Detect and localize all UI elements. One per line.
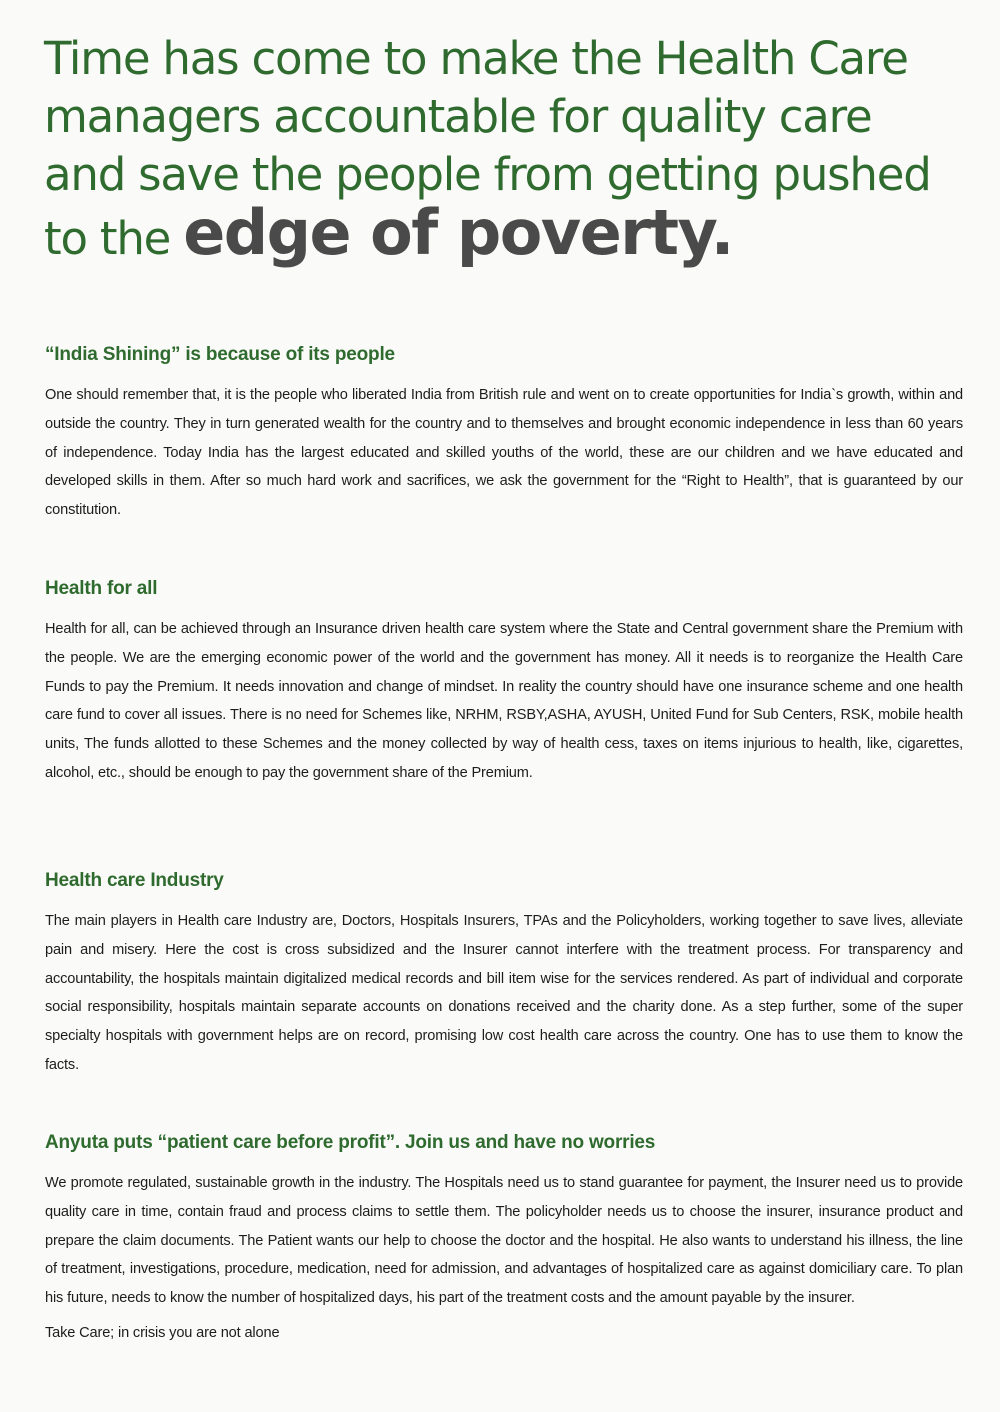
section-health-care-industry bbox=[45, 869, 963, 1080]
section-india-shining bbox=[45, 343, 963, 525]
section-heading: Health care Industry bbox=[45, 870, 224, 891]
headline-line-4 bbox=[44, 196, 984, 269]
closing-line: Take Care; in crisis you are not alone bbox=[45, 1324, 280, 1341]
headline-line-1: Time has come to make the Health Care bbox=[44, 32, 908, 85]
section-body: We promote regulated, sustainable growth in the industry. The Hospitals need us to stand guarantee for payment, the Insurer need us to provide quality care in time, contain fraud and process claims to settle them. The policyholder needs us to choose the insurer, insurance product and prepare the claim documents. The Patient wants our help to choose the doctor and the hospital. He also wants to understand his illness, the line of treatment, investigations, procedure, medication, need for admission, and advantages of hospitalized care as against domiciliary care. To plan his future, needs to know the number of hospitalized days, his part of the treatment costs and the amount payable by the insurer. bbox=[45, 1175, 963, 1307]
headline-line-4-prefix: to the bbox=[44, 212, 184, 265]
section-heading: “India Shining” is because of its people bbox=[45, 344, 395, 365]
section-heading: Anyuta puts “patient care before profit”. Join us and have no worries bbox=[45, 1132, 656, 1153]
section-body: Health for all, can be achieved through an Insurance driven health care system where the State and Central government share the Premium with the people. We are the emerging economic power of the world and the government has money. All it needs is to reorganize the Health Care Funds to pay the Premium. It needs innovation and change of mindset. In reality the country should have one insurance scheme and one health care fund to cover all issues. There is no need for Schemes like, NRHM, RSBY,ASHA, AYUSH, United Fund for Sub Centers, RSK, mobile health units, The funds allotted to these Schemes and the money collected by way of health cess, taxes on items injurious to health, like, cigarettes, alcohol, etc., should be enough to pay the government share of the Premium. bbox=[45, 621, 963, 781]
section-anyuta bbox=[45, 1131, 963, 1348]
headline-emphasis: edge of poverty. bbox=[183, 196, 733, 269]
headline-line-2: managers accountable for quality care bbox=[44, 90, 872, 143]
section-heading: Health for all bbox=[45, 578, 158, 599]
section-health-for-all bbox=[45, 577, 963, 788]
section-body: One should remember that, it is the people who liberated India from British rule and went on to create opportunities for India`s growth, within and outside the country. They in turn generated wealth for the country and to themselves and brought economic independence in less than 60 years of independence. Today India has the largest educated and skilled youths of the world, these are our children and we have educated and developed skills in them. After so much hard work and sacrifices, we ask the government for the “Right to Health”, that is guaranteed by our constitution. bbox=[45, 387, 963, 519]
headline-line-3: and save the people from getting pushed bbox=[44, 148, 931, 201]
section-body: The main players in Health care Industry are, Doctors, Hospitals Insurers, TPAs and the Policyholders, working together to save lives, alleviate pain and misery. Here the cost is cross subsidized and the Insurer cannot interfere with the treatment process. For transparency and accountability, the hospitals maintain digitalized medical records and bill item wise for the services rendered. As part of individual and corporate social responsibility, hospitals maintain separate accounts on donations received and the charity done. As a step further, some of the super specialty hospitals with government helps are on record, promising low cost health care across the country. One has to use them to know the facts. bbox=[45, 913, 963, 1073]
headline bbox=[44, 30, 984, 268]
